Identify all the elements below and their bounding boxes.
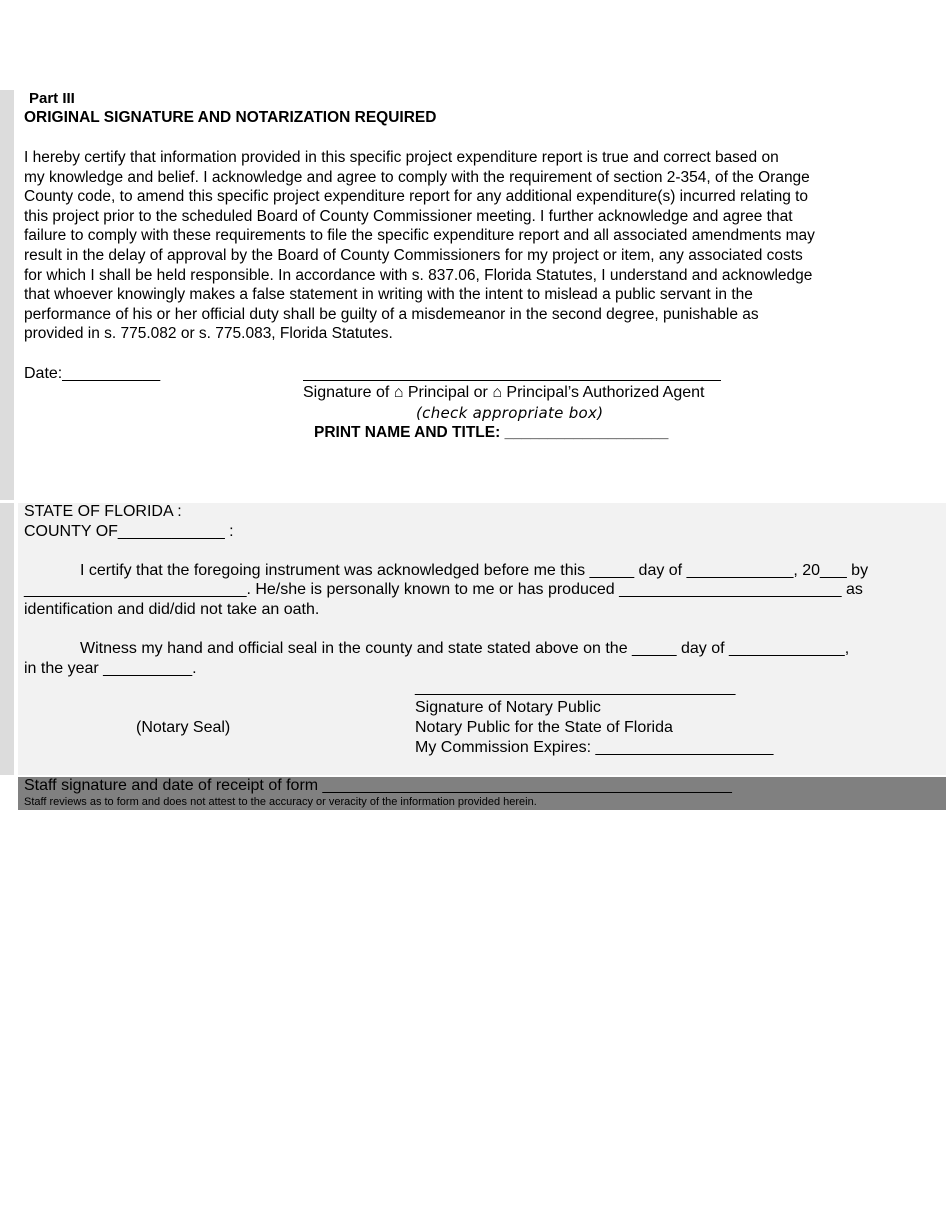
principal-signature-caption: Signature of ⌂ Principal or ⌂ Principal’s Authorized Agent bbox=[303, 384, 705, 401]
witness-line: Witness my hand and official seal in the county and state stated above on the _____ day of _____________, bbox=[80, 640, 850, 657]
state-line: STATE OF FLORIDA : bbox=[24, 503, 182, 520]
print-name-title-field[interactable]: PRINT NAME AND TITLE: ___________________ bbox=[314, 424, 669, 441]
county-field[interactable]: COUNTY OF____________ : bbox=[24, 523, 234, 540]
certification-line: my knowledge and belief. I acknowledge and agree to comply with the requirement of section 2-354, of the Orange bbox=[24, 168, 810, 186]
date-field[interactable]: Date:___________ bbox=[24, 365, 161, 382]
commission-expires-field[interactable]: My Commission Expires: ____________________ bbox=[415, 739, 774, 756]
left-margin-bar-bottom bbox=[0, 503, 14, 775]
left-margin-bar-top bbox=[0, 90, 14, 500]
notary-signature-label: Signature of Notary Public bbox=[415, 699, 601, 716]
notary-signature-line[interactable]: ____________________________________ bbox=[415, 679, 736, 696]
certification-line: failure to comply with these requirements to file the specific expenditure report and all associated amendments may bbox=[24, 227, 815, 245]
certification-line: County code, to amend this specific project expenditure report for any additional expenditure(s) incurred relating to bbox=[24, 188, 809, 206]
certification-line: provided in s. 775.082 or s. 775.083, Florida Statutes. bbox=[24, 325, 393, 343]
staff-section bbox=[18, 777, 946, 810]
acknowledgement-line: I certify that the foregoing instrument was acknowledged before me this _____ day of ____________, 20___ by bbox=[80, 562, 869, 579]
certification-line: this project prior to the scheduled Board of County Commissioner meeting. I further acknowledge and agree that bbox=[24, 207, 793, 225]
certification-line: result in the delay of approval by the Board of County Commissioners for my project or item, any associated costs bbox=[24, 246, 803, 264]
staff-signature-field[interactable]: Staff signature and date of receipt of form ______________________________________________ bbox=[24, 777, 732, 794]
notary-seal-label: (Notary Seal) bbox=[136, 719, 231, 736]
notary-section bbox=[18, 503, 946, 775]
staff-disclaimer: Staff reviews as to form and does not attest to the accuracy or veracity of the information provided herein. bbox=[24, 796, 537, 808]
section-title: ORIGINAL SIGNATURE AND NOTARIZATION REQUIRED bbox=[24, 109, 437, 126]
certification-line: I hereby certify that information provided in this specific project expenditure report is true and correct based on bbox=[24, 149, 779, 166]
principal-signature-line[interactable] bbox=[303, 380, 721, 381]
check-box-hint: (check appropriate box) bbox=[416, 404, 604, 422]
notary-state-label: Notary Public for the State of Florida bbox=[415, 719, 673, 736]
acknowledgement-line: _________________________. He/she is personally known to me or has produced _________________________ as bbox=[24, 581, 863, 598]
certification-line: for which I shall be held responsible. In accordance with s. 837.06, Florida Statutes, I understand and acknowledge bbox=[24, 266, 813, 284]
certification-line: that whoever knowingly makes a false statement in writing with the intent to mislead a public servant in the bbox=[24, 286, 753, 304]
part-label: Part III bbox=[29, 90, 75, 107]
acknowledgement-line: identification and did/did not take an oath. bbox=[24, 601, 320, 618]
certification-paragraph bbox=[24, 148, 924, 344]
witness-line: in the year __________. bbox=[24, 660, 197, 677]
certification-line: performance of his or her official duty shall be guilty of a misdemeanor in the second degree, punishable as bbox=[24, 305, 759, 323]
